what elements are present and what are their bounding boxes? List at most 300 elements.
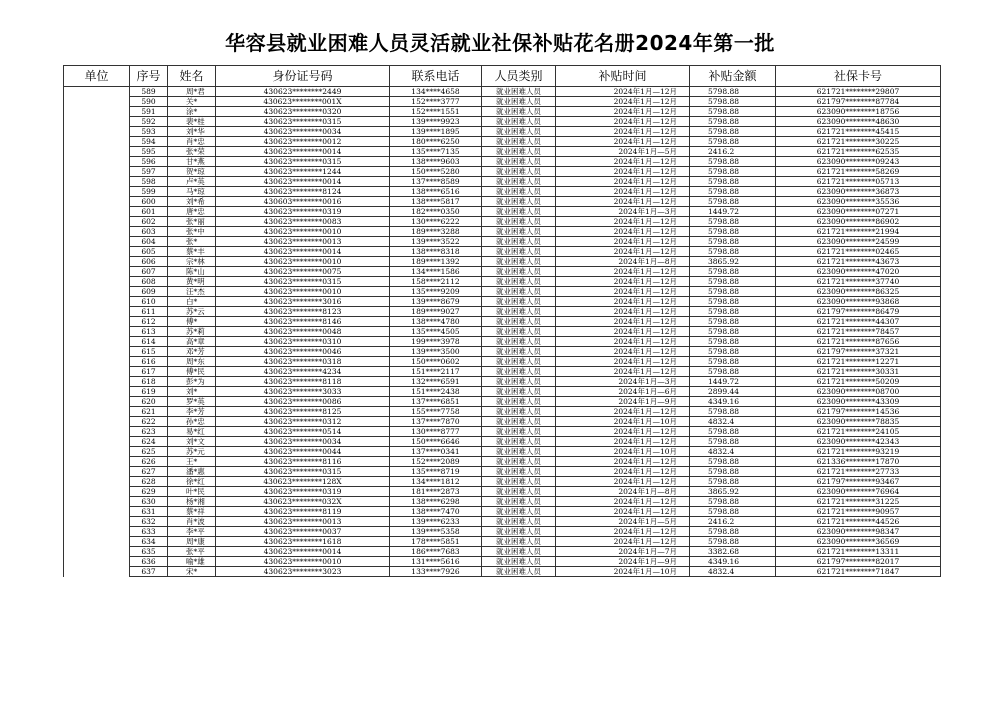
table-row [64, 557, 941, 567]
category-cell: 就业困难人员 [482, 467, 556, 477]
category-cell: 就业困难人员 [482, 407, 556, 417]
amount-cell: 1449.72 [690, 377, 776, 387]
amount-cell: 2416.2 [690, 517, 776, 527]
period-cell: 2024年1月—12月 [556, 287, 690, 297]
period-cell: 2024年1月—12月 [556, 527, 690, 537]
id-number-cell: 430623********3016 [216, 297, 390, 307]
phone-cell: 137****6851 [390, 397, 482, 407]
phone-cell: 189****3288 [390, 227, 482, 237]
amount-cell: 5798.88 [690, 457, 776, 467]
id-number-cell: 430623********8123 [216, 307, 390, 317]
period-cell: 2024年1月—12月 [556, 247, 690, 257]
name-cell: 张* [168, 237, 216, 247]
category-cell: 就业困难人员 [482, 187, 556, 197]
amount-cell: 3382.68 [690, 547, 776, 557]
name-cell: 宗*林 [168, 257, 216, 267]
amount-cell: 5798.88 [690, 127, 776, 137]
name-cell: 裴*桂 [168, 117, 216, 127]
period-cell: 2024年1月—3月 [556, 207, 690, 217]
period-cell: 2024年1月—12月 [556, 317, 690, 327]
phone-cell: 138****9603 [390, 157, 482, 167]
table-row [64, 487, 941, 497]
phone-cell: 150****0602 [390, 357, 482, 367]
period-cell: 2024年1月—3月 [556, 377, 690, 387]
table-row [64, 377, 941, 387]
phone-cell: 139****8679 [390, 297, 482, 307]
id-number-cell: 430623********3033 [216, 387, 390, 397]
seq-cell: 596 [130, 157, 168, 167]
table-row [64, 367, 941, 377]
amount-cell: 5798.88 [690, 297, 776, 307]
name-cell: 马*琼 [168, 187, 216, 197]
period-cell: 2024年1月—10月 [556, 417, 690, 427]
name-cell: 张*丽 [168, 217, 216, 227]
card-number-cell: 621721********13311 [776, 547, 941, 557]
id-number-cell: 430623********0083 [216, 217, 390, 227]
phone-cell: 131****5616 [390, 557, 482, 567]
header-row [64, 66, 941, 87]
phone-cell: 182****0350 [390, 207, 482, 217]
card-number-cell: 623090********47020 [776, 267, 941, 277]
card-number-cell: 623090********78835 [776, 417, 941, 427]
id-number-cell: 430623********0010 [216, 557, 390, 567]
id-number-cell: 430623********0014 [216, 147, 390, 157]
table-row [64, 287, 941, 297]
amount-cell: 5798.88 [690, 357, 776, 367]
period-cell: 2024年1月—12月 [556, 457, 690, 467]
category-cell: 就业困难人员 [482, 437, 556, 447]
phone-cell: 133****7926 [390, 567, 482, 577]
amount-cell: 5798.88 [690, 537, 776, 547]
id-number-cell: 430623********0315 [216, 117, 390, 127]
amount-cell: 4832.4 [690, 567, 776, 577]
table-body [64, 87, 941, 577]
name-cell: 杨*湘 [168, 497, 216, 507]
period-cell: 2024年1月—10月 [556, 567, 690, 577]
category-cell: 就业困难人员 [482, 367, 556, 377]
amount-cell: 5798.88 [690, 367, 776, 377]
category-cell: 就业困难人员 [482, 277, 556, 287]
seq-cell: 622 [130, 417, 168, 427]
card-number-cell: 621797********93467 [776, 477, 941, 487]
name-cell: 喻*雄 [168, 557, 216, 567]
seq-cell: 590 [130, 97, 168, 107]
card-number-cell: 621797********82017 [776, 557, 941, 567]
name-cell: 苏*元 [168, 447, 216, 457]
period-cell: 2024年1月—12月 [556, 357, 690, 367]
seq-cell: 621 [130, 407, 168, 417]
amount-cell: 5798.88 [690, 107, 776, 117]
name-cell: 汪*杰 [168, 287, 216, 297]
phone-cell: 130****6222 [390, 217, 482, 227]
name-cell: 肖*波 [168, 517, 216, 527]
phone-cell: 189****1392 [390, 257, 482, 267]
table-row [64, 187, 941, 197]
seq-cell: 626 [130, 457, 168, 467]
seq-cell: 619 [130, 387, 168, 397]
seq-cell: 633 [130, 527, 168, 537]
amount-cell: 4832.4 [690, 447, 776, 457]
period-cell: 2024年1月—12月 [556, 227, 690, 237]
seq-cell: 609 [130, 287, 168, 297]
phone-cell: 158****2112 [390, 277, 482, 287]
name-cell: 苏*云 [168, 307, 216, 317]
card-number-cell: 623090********18756 [776, 107, 941, 117]
id-number-cell: 430623********0310 [216, 337, 390, 347]
amount-cell: 5798.88 [690, 137, 776, 147]
period-cell: 2024年1月—12月 [556, 157, 690, 167]
amount-cell: 5798.88 [690, 187, 776, 197]
table-row [64, 107, 941, 117]
card-number-cell: 621721********71847 [776, 567, 941, 577]
id-number-cell: 430623********1244 [216, 167, 390, 177]
amount-cell: 5798.88 [690, 227, 776, 237]
phone-cell: 180****6250 [390, 137, 482, 147]
col-header-name: 姓名 [168, 66, 216, 87]
name-cell: 罗*英 [168, 397, 216, 407]
id-number-cell: 430623********0075 [216, 267, 390, 277]
phone-cell: 134****4658 [390, 87, 482, 97]
id-number-cell: 430623********0014 [216, 547, 390, 557]
id-number-cell: 430623********0315 [216, 467, 390, 477]
card-number-cell: 621721********02465 [776, 247, 941, 257]
seq-cell: 629 [130, 487, 168, 497]
id-number-cell: 430623********0319 [216, 487, 390, 497]
name-cell: 黄*明 [168, 277, 216, 287]
amount-cell: 5798.88 [690, 277, 776, 287]
phone-cell: 181****2873 [390, 487, 482, 497]
amount-cell: 5798.88 [690, 507, 776, 517]
card-number-cell: 621797********87784 [776, 97, 941, 107]
period-cell: 2024年1月—12月 [556, 177, 690, 187]
amount-cell: 5798.88 [690, 477, 776, 487]
seq-cell: 623 [130, 427, 168, 437]
phone-cell: 139****5358 [390, 527, 482, 537]
table-row [64, 397, 941, 407]
table-row [64, 407, 941, 417]
table-row [64, 357, 941, 367]
category-cell: 就业困难人员 [482, 237, 556, 247]
table-row [64, 137, 941, 147]
card-number-cell: 623090********76964 [776, 487, 941, 497]
period-cell: 2024年1月—12月 [556, 437, 690, 447]
category-cell: 就业困难人员 [482, 97, 556, 107]
category-cell: 就业困难人员 [482, 427, 556, 437]
card-number-cell: 621721********62535 [776, 147, 941, 157]
amount-cell: 5798.88 [690, 157, 776, 167]
phone-cell: 139****3522 [390, 237, 482, 247]
name-cell: 刘*文 [168, 437, 216, 447]
seq-cell: 637 [130, 567, 168, 577]
id-number-cell: 430623********0014 [216, 247, 390, 257]
id-number-cell: 430623********4234 [216, 367, 390, 377]
period-cell: 2024年1月—12月 [556, 187, 690, 197]
category-cell: 就业困难人员 [482, 127, 556, 137]
seq-cell: 627 [130, 467, 168, 477]
period-cell: 2024年1月—12月 [556, 297, 690, 307]
period-cell: 2024年1月—9月 [556, 397, 690, 407]
seq-cell: 603 [130, 227, 168, 237]
phone-cell: 186****7683 [390, 547, 482, 557]
card-number-cell: 623090********48630 [776, 117, 941, 127]
amount-cell: 5798.88 [690, 317, 776, 327]
card-number-cell: 621721********29807 [776, 87, 941, 97]
table-row [64, 497, 941, 507]
period-cell: 2024年1月—12月 [556, 137, 690, 147]
phone-cell: 155****7758 [390, 407, 482, 417]
card-number-cell: 621721********44307 [776, 317, 941, 327]
name-cell: 甘*燕 [168, 157, 216, 167]
card-number-cell: 621721********87656 [776, 337, 941, 347]
category-cell: 就业困难人员 [482, 547, 556, 557]
card-number-cell: 621797********14536 [776, 407, 941, 417]
card-number-cell: 623090********07271 [776, 207, 941, 217]
phone-cell: 139****6233 [390, 517, 482, 527]
id-number-cell: 430623********0086 [216, 397, 390, 407]
period-cell: 2024年1月—12月 [556, 467, 690, 477]
id-number-cell: 430623********0013 [216, 237, 390, 247]
table-row [64, 507, 941, 517]
amount-cell: 5798.88 [690, 167, 776, 177]
col-header-seq: 序号 [130, 66, 168, 87]
category-cell: 就业困难人员 [482, 447, 556, 457]
id-number-cell: 430623********8124 [216, 187, 390, 197]
period-cell: 2024年1月—12月 [556, 217, 690, 227]
seq-cell: 624 [130, 437, 168, 447]
amount-cell: 5798.88 [690, 407, 776, 417]
table-row [64, 277, 941, 287]
phone-cell: 130****8777 [390, 427, 482, 437]
period-cell: 2024年1月—6月 [556, 387, 690, 397]
card-number-cell: 621721********30225 [776, 137, 941, 147]
phone-cell: 152****3777 [390, 97, 482, 107]
table-row [64, 157, 941, 167]
category-cell: 就业困难人员 [482, 297, 556, 307]
phone-cell: 152****1551 [390, 107, 482, 117]
id-number-cell: 430623********0048 [216, 327, 390, 337]
category-cell: 就业困难人员 [482, 217, 556, 227]
id-number-cell: 430623********0013 [216, 517, 390, 527]
name-cell: 易*红 [168, 427, 216, 437]
amount-cell: 4349.16 [690, 397, 776, 407]
period-cell: 2024年1月—12月 [556, 327, 690, 337]
name-cell: 周*君 [168, 87, 216, 97]
table-row [64, 87, 941, 97]
name-cell: 张*中 [168, 227, 216, 237]
col-header-amount: 补贴金额 [690, 66, 776, 87]
amount-cell: 3865.92 [690, 487, 776, 497]
seq-cell: 600 [130, 197, 168, 207]
amount-cell: 5798.88 [690, 437, 776, 447]
table-row [64, 317, 941, 327]
category-cell: 就业困难人员 [482, 207, 556, 217]
table-row [64, 237, 941, 247]
id-number-cell: 430623********3023 [216, 567, 390, 577]
period-cell: 2024年1月—12月 [556, 337, 690, 347]
id-number-cell: 430623********8146 [216, 317, 390, 327]
period-cell: 2024年1月—12月 [556, 497, 690, 507]
name-cell: 白* [168, 297, 216, 307]
name-cell: 蔡*祥 [168, 507, 216, 517]
category-cell: 就业困难人员 [482, 147, 556, 157]
seq-cell: 604 [130, 237, 168, 247]
phone-cell: 152****2089 [390, 457, 482, 467]
period-cell: 2024年1月—12月 [556, 427, 690, 437]
amount-cell: 5798.88 [690, 217, 776, 227]
phone-cell: 138****4780 [390, 317, 482, 327]
table-row [64, 307, 941, 317]
card-number-cell: 623090********35536 [776, 197, 941, 207]
period-cell: 2024年1月—12月 [556, 347, 690, 357]
table-row [64, 447, 941, 457]
table-row [64, 217, 941, 227]
phone-cell: 178****5851 [390, 537, 482, 547]
category-cell: 就业困难人员 [482, 157, 556, 167]
category-cell: 就业困难人员 [482, 347, 556, 357]
category-cell: 就业困难人员 [482, 567, 556, 577]
seq-cell: 598 [130, 177, 168, 187]
category-cell: 就业困难人员 [482, 117, 556, 127]
amount-cell: 2899.44 [690, 387, 776, 397]
table-row [64, 327, 941, 337]
category-cell: 就业困难人员 [482, 167, 556, 177]
card-number-cell: 621797********37321 [776, 347, 941, 357]
table-row [64, 427, 941, 437]
seq-cell: 595 [130, 147, 168, 157]
seq-cell: 606 [130, 257, 168, 267]
id-number-cell: 430623********0312 [216, 417, 390, 427]
phone-cell: 151****2438 [390, 387, 482, 397]
col-header-phone: 联系电话 [390, 66, 482, 87]
category-cell: 就业困难人员 [482, 357, 556, 367]
phone-cell: 137****0341 [390, 447, 482, 457]
id-number-cell: 430623********0034 [216, 127, 390, 137]
amount-cell: 5798.88 [690, 427, 776, 437]
amount-cell: 5798.88 [690, 117, 776, 127]
period-cell: 2024年1月—12月 [556, 367, 690, 377]
id-number-cell: 430623********8125 [216, 407, 390, 417]
name-cell: 涂* [168, 107, 216, 117]
seq-cell: 613 [130, 327, 168, 337]
name-cell: 贺*琼 [168, 167, 216, 177]
phone-cell: 135****7135 [390, 147, 482, 157]
table-row [64, 517, 941, 527]
category-cell: 就业困难人员 [482, 257, 556, 267]
seq-cell: 612 [130, 317, 168, 327]
table-row [64, 437, 941, 447]
card-number-cell: 623090********42343 [776, 437, 941, 447]
card-number-cell: 623090********86902 [776, 217, 941, 227]
card-number-cell: 623090********36873 [776, 187, 941, 197]
amount-cell: 5798.88 [690, 337, 776, 347]
seq-cell: 618 [130, 377, 168, 387]
id-number-cell: 430623********0010 [216, 227, 390, 237]
card-number-cell: 621721********90957 [776, 507, 941, 517]
seq-cell: 631 [130, 507, 168, 517]
card-number-cell: 621721********27733 [776, 467, 941, 477]
category-cell: 就业困难人员 [482, 87, 556, 97]
table-row [64, 197, 941, 207]
card-number-cell: 621721********31225 [776, 497, 941, 507]
id-number-cell: 430623********2449 [216, 87, 390, 97]
id-number-cell: 430623********128X [216, 477, 390, 487]
seq-cell: 593 [130, 127, 168, 137]
period-cell: 2024年1月—8月 [556, 487, 690, 497]
category-cell: 就业困难人员 [482, 477, 556, 487]
amount-cell: 5798.88 [690, 87, 776, 97]
name-cell: 高*章 [168, 337, 216, 347]
period-cell: 2024年1月—5月 [556, 147, 690, 157]
period-cell: 2024年1月—12月 [556, 197, 690, 207]
name-cell: 刘*希 [168, 197, 216, 207]
seq-cell: 601 [130, 207, 168, 217]
category-cell: 就业困难人员 [482, 317, 556, 327]
name-cell: 潘*惠 [168, 467, 216, 477]
amount-cell: 5798.88 [690, 97, 776, 107]
phone-cell: 137****8589 [390, 177, 482, 187]
phone-cell: 138****5817 [390, 197, 482, 207]
category-cell: 就业困难人员 [482, 417, 556, 427]
seq-cell: 610 [130, 297, 168, 307]
name-cell: 刘*华 [168, 127, 216, 137]
category-cell: 就业困难人员 [482, 457, 556, 467]
unit-cell [64, 87, 130, 577]
period-cell: 2024年1月—12月 [556, 87, 690, 97]
col-header-unit: 单位 [64, 66, 130, 87]
period-cell: 2024年1月—12月 [556, 167, 690, 177]
amount-cell: 5798.88 [690, 497, 776, 507]
seq-cell: 625 [130, 447, 168, 457]
seq-cell: 635 [130, 547, 168, 557]
amount-cell: 5798.88 [690, 237, 776, 247]
seq-cell: 616 [130, 357, 168, 367]
amount-cell: 5798.88 [690, 467, 776, 477]
period-cell: 2024年1月—12月 [556, 277, 690, 287]
table-row [64, 127, 941, 137]
table-row [64, 457, 941, 467]
table-row [64, 337, 941, 347]
category-cell: 就业困难人员 [482, 377, 556, 387]
id-number-cell: 430623********0046 [216, 347, 390, 357]
amount-cell: 5798.88 [690, 347, 776, 357]
period-cell: 2024年1月—12月 [556, 307, 690, 317]
table-row [64, 547, 941, 557]
amount-cell: 3865.92 [690, 257, 776, 267]
name-cell: 周*东 [168, 357, 216, 367]
amount-cell: 1449.72 [690, 207, 776, 217]
category-cell: 就业困难人员 [482, 397, 556, 407]
table-row [64, 477, 941, 487]
name-cell: 蔡*丰 [168, 247, 216, 257]
card-number-cell: 623090********98347 [776, 527, 941, 537]
name-cell: 陈*山 [168, 267, 216, 277]
seq-cell: 589 [130, 87, 168, 97]
phone-cell: 151****2117 [390, 367, 482, 377]
seq-cell: 605 [130, 247, 168, 257]
card-number-cell: 621721********12271 [776, 357, 941, 367]
card-number-cell: 621721********43673 [776, 257, 941, 267]
table-row [64, 227, 941, 237]
seq-cell: 599 [130, 187, 168, 197]
card-number-cell: 621721********93219 [776, 447, 941, 457]
period-cell: 2024年1月—12月 [556, 477, 690, 487]
category-cell: 就业困难人员 [482, 197, 556, 207]
phone-cell: 138****8318 [390, 247, 482, 257]
seq-cell: 630 [130, 497, 168, 507]
card-number-cell: 623090********43309 [776, 397, 941, 407]
id-number-cell: 430623********0318 [216, 357, 390, 367]
phone-cell: 134****1812 [390, 477, 482, 487]
